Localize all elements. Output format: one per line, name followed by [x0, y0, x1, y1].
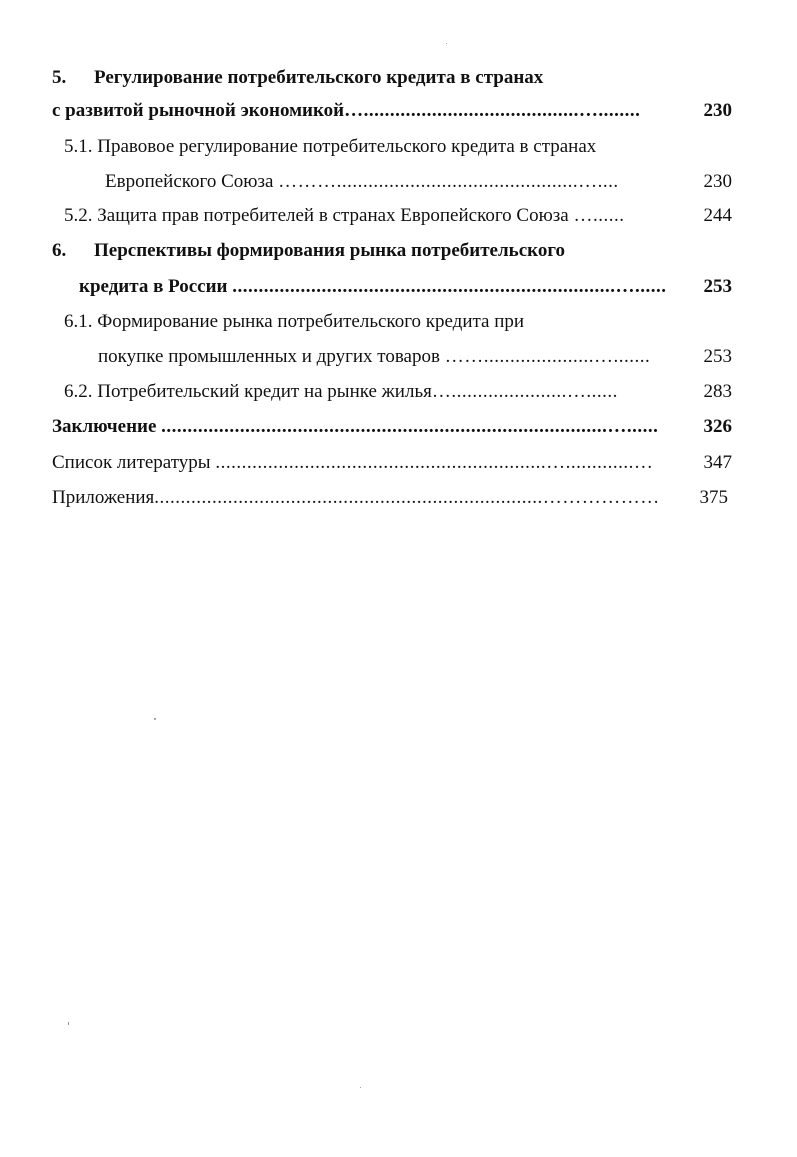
toc-entry-title: Список литературы [52, 452, 211, 473]
toc-entry-5-2 [64, 205, 624, 227]
toc-leader: ..........................................................................……………… [154, 487, 660, 508]
toc-page-number: 253 [703, 276, 732, 297]
toc-page-number: 326 [703, 416, 732, 437]
scan-speck [446, 43, 447, 44]
toc-page-number: 244 [703, 205, 732, 226]
toc-entry-title: Формирование рынка потребительского кредита при [97, 311, 525, 332]
toc-entry-number: 5.2. [64, 205, 93, 226]
toc-entry-bibliography [52, 452, 653, 474]
toc-leader: .........................................................................…...... [232, 276, 667, 297]
toc-page-number: 347 [703, 452, 732, 473]
toc-entry-title: Приложения [52, 487, 155, 508]
toc-leader: .....................................................................................…...... [161, 416, 659, 437]
toc-entry-number: 5. [52, 67, 67, 88]
toc-entry-number: 6. [52, 240, 67, 261]
toc-entry-title: Перспективы формирования рынка потребительского [94, 240, 565, 261]
toc-entry-title: Регулирование потребительского кредита в странах [94, 67, 544, 88]
toc-entry-title: Заключение [52, 416, 157, 437]
toc-page-number: 283 [703, 381, 732, 402]
toc-entry-number: 6.2. [64, 381, 93, 402]
toc-entry-6-1-continuation [98, 346, 650, 368]
toc-entry-appendices [52, 487, 660, 509]
scan-speck [154, 718, 156, 720]
toc-entry-number: 6.1. [64, 311, 93, 332]
toc-entry-6-2 [64, 381, 618, 403]
toc-entry-title-cont: с развитой рыночной экономикой [52, 100, 345, 121]
toc-entry-5-continuation [52, 100, 640, 122]
toc-entry-conclusion [52, 416, 658, 438]
toc-page-number: 375 [699, 487, 728, 508]
toc-leader: ………..............................................….... [278, 171, 619, 192]
toc-leader: …….....................…....... [444, 346, 651, 367]
toc-entry-5-heading [52, 67, 543, 89]
toc-page-number: 230 [703, 171, 732, 192]
toc-leader: …......................…...... [431, 381, 618, 402]
toc-entry-title: Защита прав потребителей в странах Европейского Союза [97, 205, 569, 226]
scan-speck [360, 1087, 361, 1088]
toc-leader: ...............................................................….............… [215, 452, 654, 473]
toc-entry-title-cont: покупке промышленных и других товаров [98, 346, 440, 367]
toc-entry-5-1-continuation [105, 171, 619, 193]
toc-entry-5-1-heading [64, 136, 596, 158]
toc-entry-6-1-heading [64, 311, 524, 333]
toc-entry-6-heading [52, 240, 565, 262]
toc-entry-title: Потребительский кредит на рынке жилья [97, 381, 432, 402]
toc-entry-number: 5.1. [64, 136, 93, 157]
toc-page-number: 253 [703, 346, 732, 367]
toc-page-number: 230 [703, 100, 732, 121]
toc-entry-6-continuation [79, 276, 666, 298]
toc-leader: ….........................................…........ [344, 100, 641, 121]
toc-leader: …...... [573, 205, 625, 226]
toc-entry-title: Правовое регулирование потребительского кредита в странах [97, 136, 597, 157]
scan-speck [68, 1022, 69, 1025]
toc-entry-title-cont: кредита в России [79, 276, 228, 297]
toc-entry-title-cont: Европейского Союза [105, 171, 274, 192]
